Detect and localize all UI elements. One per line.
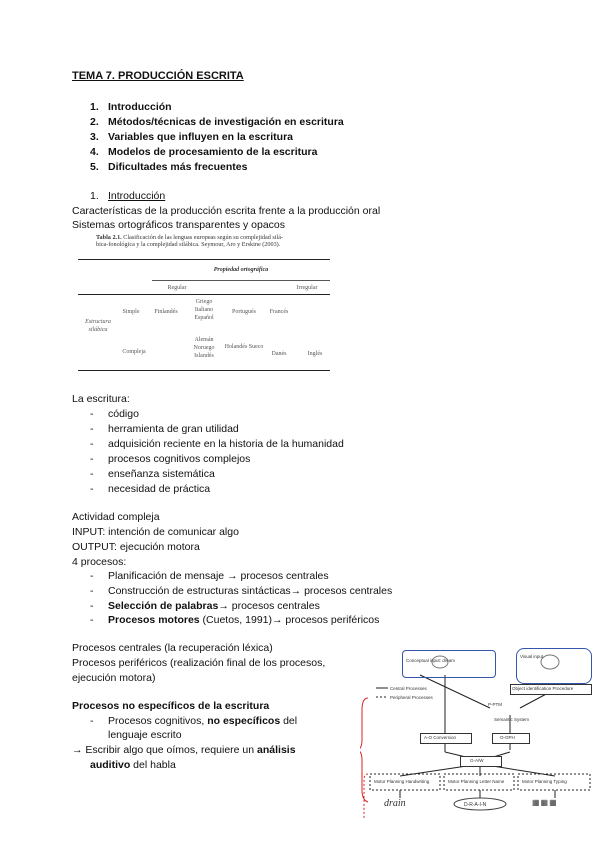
intro-line: Sistemas ortográficos transparentes y opacos [72, 219, 286, 231]
outline-item: 2. Métodos/técnicas de investigación en escritura [90, 116, 344, 128]
diagram-label: Conceptual input: dream [406, 658, 456, 663]
letter-names-sample: D-R-A-I-N [464, 802, 487, 808]
section-heading: 1. Introducción [90, 190, 166, 202]
diagram-legend: Peripheral Processes [390, 695, 433, 700]
conceptual-input-box [402, 650, 496, 678]
list-item: - Procesos cognitivos, no específicos del [90, 715, 298, 727]
diagram-label: Semantic System [494, 717, 530, 722]
text-line: auditivo del habla [90, 759, 176, 771]
diagram-label: O-OPH [500, 735, 515, 740]
list-item: - código [90, 408, 139, 420]
diagram-label: G-A/W [470, 758, 484, 763]
list-item: - Planificación de mensaje → procesos centrales [90, 570, 329, 582]
list-item: - procesos cognitivos complejos [90, 453, 251, 465]
writing-model-diagram [360, 640, 596, 822]
list-item: - Construcción de estructuras sintácticas→ procesos centrales [90, 585, 393, 597]
list-item: - enseñanza sistemática [90, 468, 215, 480]
diagram-label: P-PTM [488, 702, 502, 707]
diagram-label: Motor Planning Handwriting [374, 779, 430, 784]
list-item-cont: lenguaje escrito [108, 729, 182, 741]
orthography-table: Tabla 2.1. Clasificación de las lenguas europeas según su complejidad silá- bica-fonológica y la complejidad silábica. Seymour, Aro y Erskine (2003). Propiedad ortográfica Regular Irregular Estructura silábica Simple Finlandés Griego Italiano Español Portugués Francés Compleja Alemán Noruego Islandés Holandés Sueco Danés Inglés [78, 234, 334, 382]
list-item: - Selección de palabras→ procesos centrales [90, 600, 320, 612]
diagram-legend: Central Processes [390, 686, 427, 691]
diagram-label: Motor Planning Typing [522, 779, 567, 784]
outline-item: 3. Variables que influyen en la escritura [90, 131, 293, 143]
page-title: TEMA 7. PRODUCCIÓN ESCRITA [72, 70, 244, 82]
list-item: - herramienta de gran utilidad [90, 423, 239, 435]
text-line: Procesos centrales (la recuperación léxica) [72, 642, 273, 654]
text-line: 4 procesos: [72, 556, 127, 568]
diagram-label: Visual input [520, 654, 544, 659]
intro-line: Características de la producción escrita frente a la producción oral [72, 205, 381, 217]
subheading: Procesos no específicos de la escritura [72, 700, 270, 712]
text-line: ejecución motora) [72, 672, 156, 684]
text-line: Procesos periféricos (realización final de los procesos, [72, 657, 326, 669]
escritura-heading: La escritura: [72, 393, 130, 405]
text-line: Actividad compleja [72, 511, 160, 523]
diagram-label: Object identification Procedure [512, 686, 574, 691]
list-item: - necesidad de práctica [90, 483, 211, 495]
keyboard-sample-icon: ▦▦▦ [532, 798, 558, 807]
text-line: INPUT: intención de comunicar algo [72, 526, 239, 538]
diagram-label: A-O Conversion [424, 735, 457, 740]
outline-item: 4. Modelos de procesamiento de la escritura [90, 146, 318, 158]
handwriting-sample: drain [384, 798, 406, 809]
text-line: OUTPUT: ejecución motora [72, 541, 200, 553]
outline-item: 5. Dificultades más frecuentes [90, 161, 248, 173]
list-item: - adquisición reciente en la historia de la humanidad [90, 438, 344, 450]
outline-item: 1. Introducción [90, 101, 172, 113]
diagram-label: Motor Planning Letter Name [448, 779, 505, 784]
text-line: → Escribir algo que oímos, requiere un análisis [72, 744, 296, 756]
list-item: - Procesos motores (Cuetos, 1991)→ procesos periféricos [90, 614, 380, 626]
